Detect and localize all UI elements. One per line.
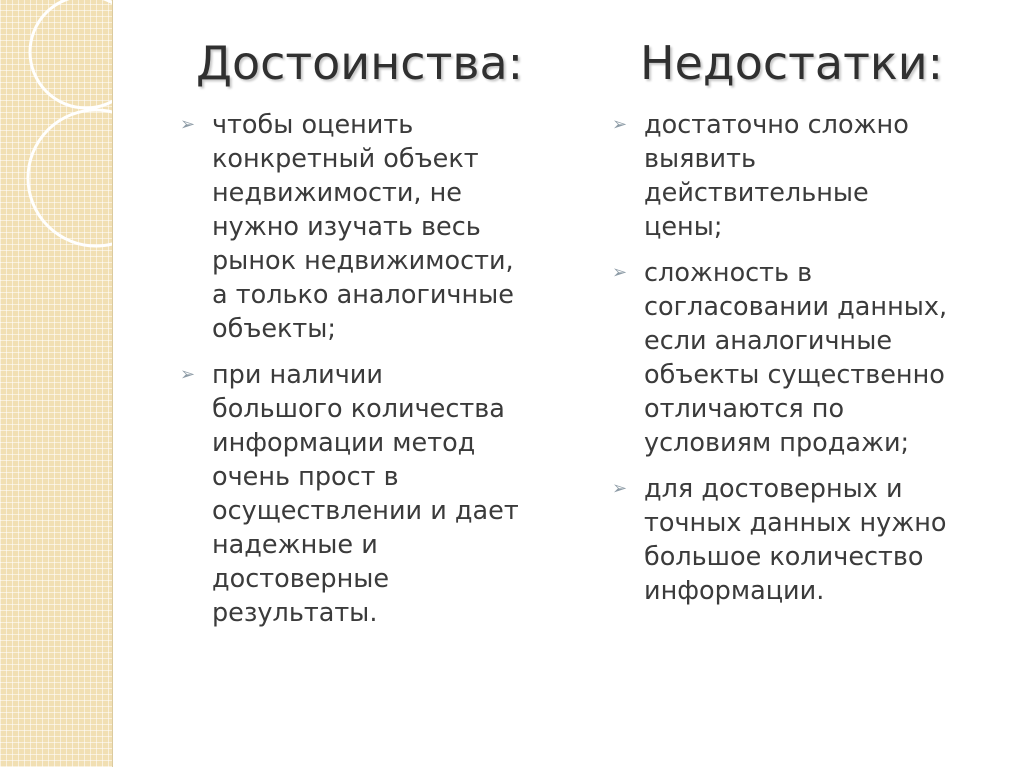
disadvantages-list-item [612, 108, 1007, 244]
advantages-list-item [180, 108, 600, 346]
disadvantages-heading: Недостатки: [640, 36, 944, 90]
decorative-rings [0, 0, 112, 767]
advantages-list [180, 108, 600, 642]
arrowhead-bullet-icon: ➢ [180, 364, 196, 385]
disadvantages-list-item [612, 472, 1007, 608]
disadvantages-item-text: для достоверных и точных данных нужно большое количество информации. [644, 474, 947, 606]
arrowhead-bullet-icon: ➢ [612, 114, 628, 135]
ring-bottom [28, 110, 112, 246]
disadvantages-list-item [612, 256, 1007, 460]
arrowhead-bullet-icon: ➢ [180, 114, 196, 135]
disadvantages-item-text: достаточно сложно выявить действительные цены; [644, 110, 909, 242]
arrowhead-bullet-icon: ➢ [612, 478, 628, 499]
disadvantages-item-text: сложность в согласовании данных, если аналогичные объекты существенно отличаются по условиям продажи; [644, 258, 948, 458]
disadvantages-list [612, 108, 1007, 620]
advantages-item-text: при наличии большого количества информации метод очень прост в осуществлении и дает надежные и достоверные результаты. [212, 360, 519, 628]
advantages-item-text: чтобы оценить конкретный объект недвижимости, не нужно изучать весь рынок недвижимости, а только аналогичные объекты; [212, 110, 514, 344]
advantages-list-item [180, 358, 600, 630]
advantages-heading: Достоинства: [196, 36, 524, 90]
arrowhead-bullet-icon: ➢ [612, 262, 628, 283]
ring-top [30, 0, 112, 108]
decorative-side-panel [0, 0, 113, 767]
